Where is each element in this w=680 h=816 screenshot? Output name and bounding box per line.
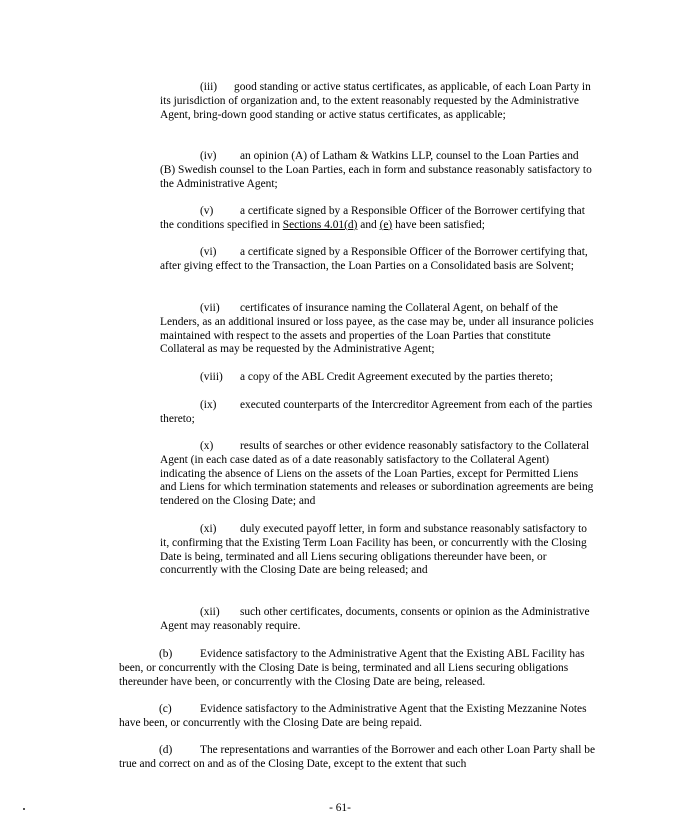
clause-v (160, 205, 596, 233)
clause-label: (iii) (200, 81, 218, 93)
clause-label: (ix) (200, 399, 217, 411)
clause-c (119, 703, 596, 731)
clause-label: (v) (200, 205, 214, 217)
clause-ix (160, 399, 596, 427)
clause-label: (c) (159, 703, 172, 715)
clause-text: a certificate signed by a Responsible Officer of the Borrower certifying that, after giving effect to the Transaction, the Loan Parties on a Consolidated basis are Solvent; (160, 246, 588, 272)
clause-text: an opinion (A) of Latham & Watkins LLP, counsel to the Loan Parties and (B) Swedish counsel to the Loan Parties, each in form and substance reasonably satisfactory to the Administrative Agent; (160, 150, 592, 190)
clause-text-end: have been satisfied; (392, 218, 485, 231)
clause-text: such other certificates, documents, consents or opinion as the Administrative Agent may reasonably require. (160, 606, 590, 632)
clause-text: Evidence satisfactory to the Administrative Agent that the Existing ABL Facility has been, or concurrently with the Closing Date is being, terminated and all Liens securing obligations thereunder have been, or concurrently with the Closing Date are being, released. (119, 648, 585, 688)
clause-label: (d) (159, 744, 173, 756)
clause-viii (160, 371, 596, 385)
clause-text: The representations and warranties of the Borrower and each other Loan Party shall be true and correct on and as of the Closing Date, except to the extent that such (119, 744, 596, 770)
clause-iii (160, 81, 596, 122)
clause-label: (viii) (200, 371, 223, 383)
clause-iv (160, 150, 596, 191)
clause-text: good standing or active status certificates, as applicable, of each Loan Party in its jurisdiction of organization and, to the extent reasonably requested by the Administrative Agent, bring-down good standing or active status certificates, as applicable; (160, 81, 591, 121)
clause-label: (b) (159, 648, 173, 660)
clause-text: a copy of the ABL Credit Agreement executed by the parties thereto; (240, 371, 554, 383)
clause-label: (vii) (200, 302, 220, 314)
clause-text-connector: and (357, 218, 380, 231)
clause-text: executed counterparts of the Intercreditor Agreement from each of the parties thereto; (160, 399, 593, 425)
clause-text: Evidence satisfactory to the Administrative Agent that the Existing Mezzanine Notes have been, or concurrently with the Closing Date are being repaid. (119, 703, 587, 729)
clause-text: certificates of insurance naming the Collateral Agent, on behalf of the Lenders, as an additional insured or loss payee, as the case may be, under all insurance policies maintained with respect to the assets and properties of the Loan Parties that constitute Collateral as may be requested by the Administrative Agent; (160, 302, 594, 356)
section-reference-link[interactable]: Sections 4.01(d) (282, 218, 358, 231)
clause-text: a certificate signed by a Responsible Officer of the Borrower certifying that the conditions specified in (160, 205, 585, 231)
clause-text: results of searches or other evidence reasonably satisfactory to the Collateral Agent (in each case dated as of a date reasonably satisfactory to the Collateral Agent) indicating the absence of Liens on the assets of the Loan Parties, except for Permitted Liens and Liens for which termination statements and releases or subordination agreements are being tendered on the Closing Date; and (160, 440, 594, 508)
clause-xii (160, 606, 596, 634)
clause-label: (vi) (200, 246, 217, 258)
clause-d (119, 744, 596, 772)
clause-label: (xi) (200, 523, 217, 535)
clause-b (119, 648, 596, 689)
clause-label: (iv) (200, 150, 217, 162)
clause-vi (160, 246, 596, 274)
page-number: - 61- (329, 802, 351, 814)
clause-label: (xii) (200, 606, 220, 618)
clause-xi (160, 523, 596, 578)
clause-x (160, 440, 596, 509)
section-reference-link[interactable]: (e) (379, 218, 393, 231)
clause-text: duly executed payoff letter, in form and substance reasonably satisfactory to it, confirming that the Existing Term Loan Facility has been, or concurrently with the Closing Date is being, terminated and all Liens securing obligations thereunder have been, or concurrently with the Closing Date are being released; and (160, 523, 587, 577)
clause-label: (x) (200, 440, 214, 452)
clause-vii (160, 302, 596, 357)
